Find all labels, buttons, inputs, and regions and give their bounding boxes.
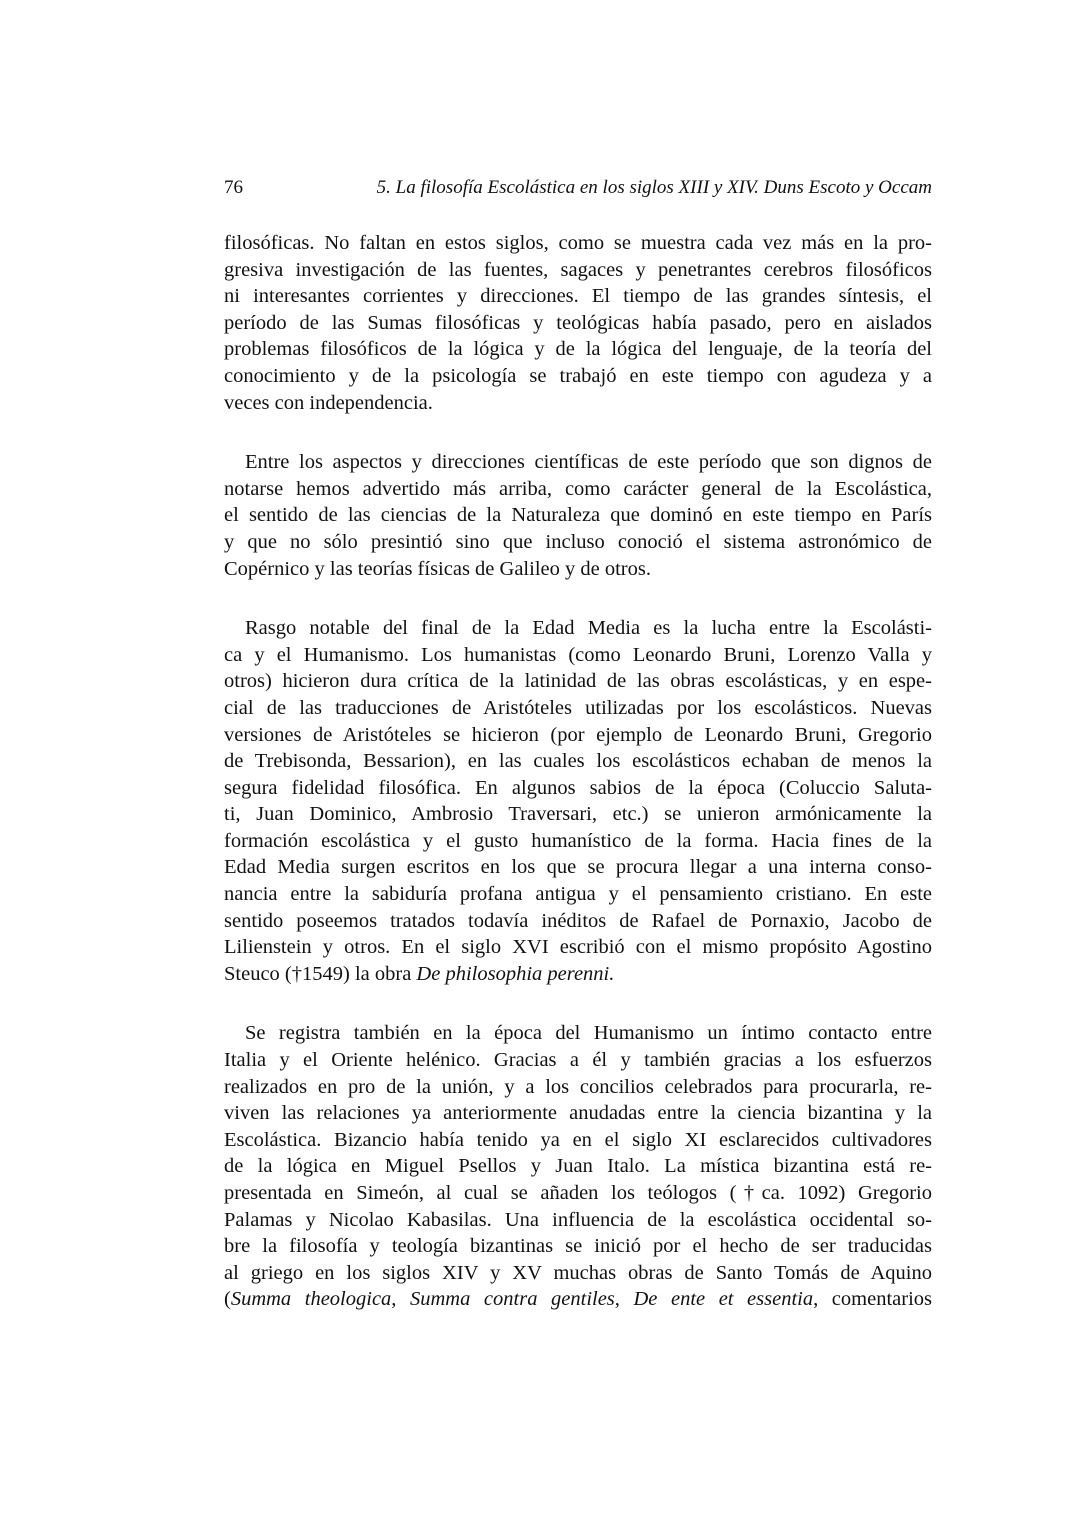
text-line: nancia entre la sabiduría profana antigua y el pensamiento cristiano. En este <box>224 883 932 906</box>
text-line: versiones de Aristóteles se hicieron (por ejemplo de Leonardo Bruni, Gregorio <box>224 723 932 746</box>
text-fragment: Steuco (†1549) la obra <box>224 962 417 985</box>
text-fragment: , comentarios <box>813 1288 932 1311</box>
text-line: veces con independencia. <box>224 391 433 414</box>
text-line: gresiva investigación de las fuentes, sagaces y penetrantes cerebros filosóficos <box>224 258 932 281</box>
text-line: otros) hicieron dura crítica de la latinidad de las obras escolásticas, y en espe- <box>224 670 932 693</box>
paragraph-4 <box>224 1020 932 1313</box>
text-line: Escolástica. Bizancio había tenido ya en el siglo XI esclarecidos cultivadores <box>224 1128 932 1151</box>
text-line: realizados en pro de la unión, y a los concilios celebrados para procurarla, re- <box>224 1075 932 1098</box>
text-line: problemas filosóficos de la lógica y de la lógica del lenguaje, de la teoría del <box>224 338 932 361</box>
text-fragment: , <box>614 1288 634 1311</box>
text-line: ti, Juan Dominico, Ambrosio Traversari, etc.) se unieron armónicamente la <box>224 803 932 826</box>
book-title-italic: De philosophia perenni. <box>416 962 615 985</box>
text-line: el sentido de las ciencias de la Naturaleza que dominó en este tiempo en París <box>224 504 932 527</box>
text-line: de la lógica en Miguel Psellos y Juan Italo. La mística bizantina está re- <box>224 1155 932 1178</box>
text-line: formación escolástica y el gusto humanístico de la forma. Hacia fines de la <box>224 829 932 852</box>
book-title-italic: De ente et essentia <box>633 1288 814 1311</box>
text-line: sentido poseemos tratados todavía inéditos de Rafael de Pornaxio, Jacobo de <box>224 909 932 932</box>
text-line: Copérnico y las teorías físicas de Galileo y de otros. <box>224 557 651 580</box>
text-line: conocimiento y de la psicología se trabajó en este tiempo con agudeza y a <box>224 364 932 387</box>
text-line: Italia y el Oriente helénico. Gracias a él y también gracias a los esfuerzos <box>224 1049 932 1072</box>
text-line: viven las relaciones ya anteriormente anudadas entre la ciencia bizantina y la <box>224 1102 932 1125</box>
text-line: Edad Media surgen escritos en los que se procura llegar a una interna conso- <box>224 856 932 879</box>
text-line: ca y el Humanismo. Los humanistas (como Leonardo Bruni, Lorenzo Valla y <box>224 643 932 666</box>
book-title-italic: Summa theologica <box>230 1288 392 1311</box>
text-line: cial de las traducciones de Aristóteles utilizadas por los escolásticos. Nuevas <box>224 696 932 719</box>
paragraph-spacer <box>224 987 932 1020</box>
text-line-final <box>224 961 932 988</box>
text-line: Lilienstein y otros. En el siglo XVI escribió con el mismo propósito Agostino <box>224 936 932 959</box>
text-line: Rasgo notable del final de la Edad Media es la lucha entre la Escolásti- <box>245 617 932 640</box>
text-line: presentada en Simeón, al cual se añaden los teólogos (†ca. 1092) Gregorio <box>224 1182 932 1204</box>
text-line: Palamas y Nicolao Kabasilas. Una influencia de la escolástica occidental so- <box>224 1208 932 1231</box>
text-line: Entre los aspectos y direcciones científicas de este período que son dignos de <box>245 451 932 474</box>
text-line: segura fidelidad filosófica. En algunos sabios de la época (Coluccio Saluta- <box>224 776 932 799</box>
text-line: y que no sólo presintió sino que incluso conoció el sistema astronómico de <box>224 530 932 553</box>
page-number: 76 <box>224 177 243 198</box>
chapter-title: 5. La filosofía Escolástica en los siglos XIII y XIV. Duns Escoto y Occam <box>376 177 932 198</box>
text-line: bre la filosofía y teología bizantinas se inició por el hecho de ser traducidas <box>224 1235 932 1258</box>
text-line: al griego en los siglos XIV y XV muchas obras de Santo Tomás de Aquino <box>224 1261 932 1284</box>
body-text <box>224 230 932 1313</box>
text-line: filosóficas. No faltan en estos siglos, como se muestra cada vez más en la pro- <box>224 232 932 254</box>
text-line: de Trebisonda, Bessarion), en las cuales los escolásticos echaban de menos la <box>224 750 932 773</box>
paragraph-spacer <box>224 582 932 615</box>
paragraph-2 <box>224 449 932 582</box>
text-line: ni interesantes corrientes y direcciones. El tiempo de las grandes síntesis, el <box>224 285 932 308</box>
text-line: período de las Sumas filosóficas y teológicas había pasado, pero en aislados <box>224 311 932 334</box>
text-line: Se registra también en la época del Humanismo un íntimo contacto entre <box>245 1022 932 1045</box>
paragraph-1 <box>224 230 932 416</box>
text-fragment: , <box>391 1288 410 1311</box>
text-line-final <box>224 1286 932 1313</box>
book-title-italic: Summa contra gentiles <box>410 1288 615 1311</box>
text-fragment: ( <box>224 1288 231 1311</box>
paragraph-spacer <box>224 416 932 449</box>
running-header <box>224 174 932 202</box>
text-line: notarse hemos advertido más arriba, como carácter general de la Escolástica, <box>224 477 932 500</box>
paragraph-3 <box>224 615 932 987</box>
